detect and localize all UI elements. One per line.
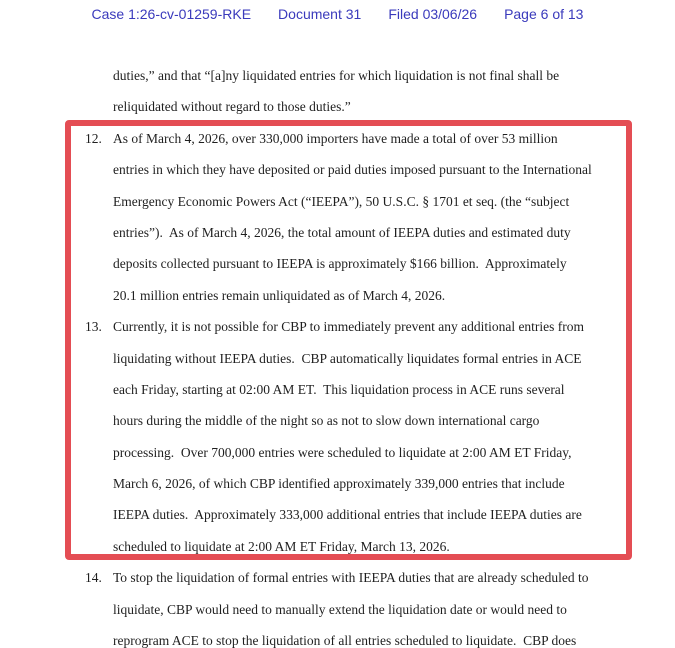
paragraph-number: 13.	[85, 319, 102, 335]
paragraph-number: 12.	[85, 130, 102, 146]
text-line: processing. Over 700,000 entries were scheduled to liquidate at 2:00 AM ET Friday,	[113, 444, 572, 460]
text-line: entries in which they have deposited or paid duties imposed pursuant to the International	[113, 162, 592, 178]
text-line: March 6, 2026, of which CBP identified approximately 339,000 entries that include	[113, 476, 565, 492]
text-line: duties,” and that “[a]ny liquidated entries for which liquidation is not final shall be	[113, 68, 560, 83]
text-line: liquidate, CBP would need to manually extend the liquidation date or would need to	[113, 601, 567, 617]
paragraph-number: 14.	[85, 570, 102, 586]
text-line: hours during the middle of the night so as not to slow down international cargo	[113, 413, 540, 429]
document-body	[0, 60, 675, 648]
paragraph-first-line: 14. To stop the liquidation of formal entries with IEEPA duties that are already scheduled to	[85, 562, 675, 593]
text-line: liquidating without IEEPA duties. CBP automatically liquidates formal entries in ACE	[113, 350, 582, 366]
paragraph-first-line: 12. As of March 4, 2026, over 330,000 importers have made a total of over 53 million	[85, 123, 675, 154]
text-line: entries”). As of March 4, 2026, the total amount of IEEPA duties and estimated duty	[113, 224, 571, 240]
text-line: reliquidated without regard to those duties.”	[113, 99, 351, 115]
header-filed-date: Filed 03/06/26	[388, 6, 478, 22]
text-line: IEEPA duties. Approximately 333,000 additional entries that include IEEPA duties are	[113, 507, 582, 523]
text-line: reprogram ACE to stop the liquidation of all entries scheduled to liquidate. CBP does	[113, 633, 577, 648]
text-line: each Friday, starting at 02:00 AM ET. This liquidation process in ACE runs several	[113, 381, 565, 397]
ecf-header-stamp	[0, 6, 675, 22]
text-line: deposits collected pursuant to IEEPA is approximately $166 billion. Approximately	[113, 256, 567, 272]
paragraph-first-line: 13. Currently, it is not possible for CBP to immediately prevent any additional entries from	[85, 311, 675, 342]
text-line: Emergency Economic Powers Act (“IEEPA”), 50 U.S.C. § 1701 et seq. (the “subject	[113, 193, 570, 209]
header-case-number: Case 1:26-cv-01259-RKE	[91, 6, 252, 22]
header-document-number: Document 31	[278, 6, 362, 22]
header-page-number: Page 6 of 13	[504, 6, 584, 22]
text-line: scheduled to liquidate at 2:00 AM ET Friday, March 13, 2026.	[113, 538, 450, 554]
text-line: 20.1 million entries remain unliquidated as of March 4, 2026.	[113, 287, 446, 303]
